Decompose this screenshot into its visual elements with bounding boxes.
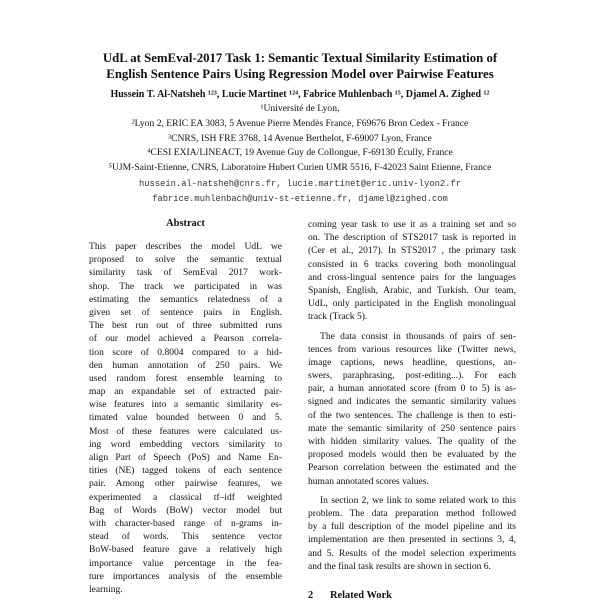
body-line: of the two sentences. The challenge is then to esti- [308, 409, 516, 421]
abstract-line: used random forest ensemble learning to [89, 372, 282, 384]
body-line: (Cer et al., 2017). In STS2017 , the primary task [308, 245, 516, 257]
title-line: UdL at SemEval-2017 Task 1: Semantic Textual Similarity Estimation of [102, 51, 498, 65]
abstract-line: learning. [89, 583, 123, 595]
section-title: Related Work [330, 590, 392, 600]
abstract-line: estimating the semantics relatedness of a [89, 293, 282, 305]
body-line: proposed models would then be evaluated by the [308, 449, 516, 461]
abstract-line: ing word embedding vectors similarity to [89, 438, 282, 450]
abstract-line: importance value percentage in the fea- [89, 557, 282, 569]
abstract-line: tion score of 0.8004 compared to a hid- [89, 346, 282, 358]
affiliation: ⁴CESI EXIA/LINEACT, 19 Avenue Guy de Collongue, F-69130 Écully, France [147, 147, 453, 159]
section-heading [308, 589, 516, 600]
paper-title [60, 50, 540, 82]
abstract-line: Most of these features were calculated us- [89, 425, 282, 437]
affiliation: ³CNRS, ISH FRE 3768, 14 Avenue Berthelot, F-69007 Lyon, France [168, 132, 432, 144]
body-line: pair, a human annotated score (from 0 to 5) is as- [308, 383, 516, 395]
affiliation: ²Lyon 2, ERIC EA 3083, 5 Avenue Pierre Mendès France, F69676 Bron Cedex - France [131, 117, 469, 129]
abstract-line: den human annotation of 250 pairs. We [89, 359, 282, 371]
abstract-line: map an expandable set of extracted pair- [89, 386, 282, 398]
abstract-line: proposed to solve the semantic textual [89, 254, 282, 266]
affiliation: ⁵UJM-Saint-Etienne, CNRS, Laboratoire Hubert Curien UMR 5516, F-42023 Saint Etienne, France [108, 162, 492, 174]
abstract-line: align Part of Speech (PoS) and Name En- [89, 452, 282, 463]
abstract-line: of our model achieved a Pearson correla- [89, 333, 282, 345]
abstract-body [89, 240, 282, 596]
body-line: and cross-lingual sentence pairs for the languages [308, 271, 516, 283]
abstract-line: with character-based range of n-grams in- [89, 517, 282, 529]
body-line: Pearson correlation between the estimated and the [308, 462, 516, 474]
body-line: coming year task to use it as a training set and so [308, 219, 516, 230]
affiliation: ¹Université de Lyon, [260, 103, 340, 114]
body-line: swers, paraphrasing, post-editing...). For each [308, 370, 516, 382]
body-line: human annotated scores values. [308, 475, 429, 487]
abstract-line: The best run out of three submitted runs [89, 320, 282, 332]
body-line: and 5. Results of the model selection experiments [308, 547, 516, 559]
abstract-line: similarity task of SemEval 2017 work- [89, 267, 282, 279]
author-list: Hussein T. Al-Natsheh ¹²³, Lucie Martinet ¹²⁴, Fabrice Muhlenbach ¹⁵, Djamel A. Zighed ¹² [110, 89, 490, 100]
abstract-line: shop. The track we participated in was [89, 280, 282, 292]
abstract-heading: Abstract [166, 218, 205, 229]
abstract-line: Bag of Words (BoW) vector model but [89, 504, 282, 516]
introduction-body [308, 218, 516, 573]
body-line: signed and indicates the semantic similarity values [308, 396, 516, 408]
body-line: on. The description of STS2017 task is reported in [308, 232, 516, 244]
author-emails [40, 177, 560, 207]
body-line: problem. The data preparation method followed [308, 507, 516, 519]
body-line: In section 2, we link to some related work to this [320, 494, 516, 506]
body-line: Spanish, English, Arabic, and Turkish. Our team, [308, 284, 516, 296]
body-line: The data consist in thousands of pairs of sen- [320, 330, 516, 342]
abstract-line: BoW-based feature gave a relatively high [89, 544, 282, 556]
affiliations [40, 102, 560, 176]
body-line: track (Track 5). [308, 311, 368, 323]
abstract-line: timated value bounded between 0 and 5. [89, 412, 282, 424]
body-line: UdL, only participated in the English monolingual [308, 298, 516, 310]
body-line: implementation are then presented in sections 3, 4, [308, 534, 516, 546]
abstract-line: ture importances analysis of the ensemble [89, 570, 282, 582]
body-line: and the final task results are shown in section 6. [308, 560, 491, 572]
body-line: consisted in 6 tracks covering both monolingual [308, 258, 516, 270]
email-line: fabrice.muhlenbach@univ-st-etienne.fr, djamel@zighed.com [152, 193, 448, 204]
body-line: with hidden similarity values. The quality of the [308, 436, 516, 447]
abstract-line: stead of words. This sentence vector [89, 531, 282, 543]
abstract-line: given set of sentence pairs in English. [89, 306, 282, 318]
abstract-line: wise features into a semantic similarity es- [89, 399, 282, 411]
abstract-line: experimented a classical tf–idf weighted [89, 491, 282, 503]
body-line: tences from various resources like (Twitter news, [308, 343, 516, 355]
abstract-line: tities (NE) tagged tokens of each sentence [89, 465, 282, 477]
abstract-line: This paper describes the model UdL we [89, 241, 282, 252]
body-line: mate the semantic similarity of 250 sentence pairs [308, 422, 516, 434]
title-line: English Sentence Pairs Using Regression Model over Pairwise Features [106, 67, 494, 81]
email-line: hussein.al-natsheh@cnrs.fr, lucie.martinet@eric.univ-lyon2.fr [138, 179, 462, 189]
section-number: 2 [308, 590, 314, 600]
body-line: image captions, news headline, questions, an- [308, 356, 516, 368]
body-line: by a full description of the model pipeline and its [308, 521, 516, 533]
abstract-line: pair. Among other pairwise features, we [89, 478, 282, 490]
